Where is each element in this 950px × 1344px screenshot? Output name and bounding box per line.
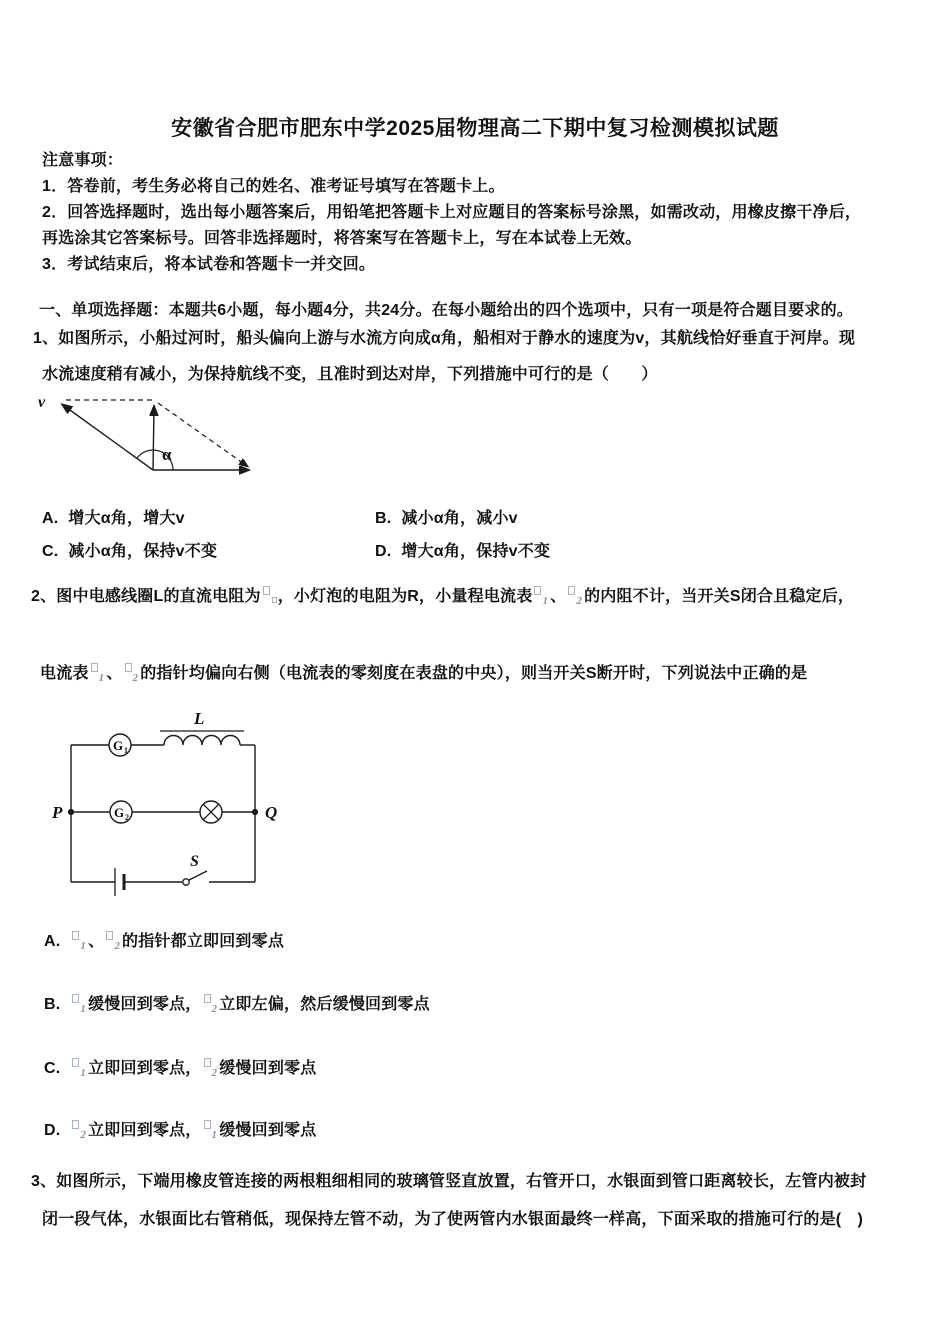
q2-intro2-seg3: 的指针均偏向右侧（电流表的零刻度在表盘的中央），则当开关S断开时，下列说法中正确的是 bbox=[140, 665, 808, 682]
tofu-subscript-box-icon bbox=[272, 597, 277, 603]
tofu-box-icon bbox=[72, 931, 79, 940]
ammeter1-placeholder bbox=[89, 665, 107, 682]
placeholder-subscript: 2 bbox=[114, 940, 121, 952]
resultant-velocity-arrow bbox=[153, 407, 154, 470]
q-label: Q bbox=[265, 803, 278, 822]
tofu-box-icon bbox=[204, 1120, 211, 1129]
notice-item-3: 3．考试结束后，将本试卷和答题卡一并交回。 bbox=[42, 256, 376, 273]
q2-text-line2 bbox=[40, 660, 807, 683]
ammeter2-placeholder bbox=[70, 1122, 88, 1139]
q2-intro2-seg2: 、 bbox=[106, 665, 123, 682]
q2-option-c bbox=[44, 1055, 316, 1078]
g1-subscript: 1 bbox=[124, 746, 128, 755]
q2-option-a-seg2: 的指针都立即回到零点 bbox=[122, 933, 285, 950]
notice-heading: 注意事项： bbox=[42, 152, 124, 169]
q2-intro-seg3: 、 bbox=[550, 588, 567, 605]
q2-option-c-seg1: 立即回到零点， bbox=[88, 1060, 202, 1077]
tofu-box-icon bbox=[106, 931, 113, 940]
ammeter2-subscript: 2 bbox=[576, 595, 583, 607]
inductor-label: L bbox=[194, 709, 205, 728]
river-crossing-vector-diagram bbox=[28, 390, 278, 490]
notice-item-1: 1．答卷前，考生务必将自己的姓名、准考证号填写在答题卡上。 bbox=[42, 178, 505, 195]
placeholder-subscript: 1 bbox=[211, 1129, 218, 1141]
tofu-box-icon bbox=[125, 663, 132, 672]
placeholder-subscript: 1 bbox=[80, 1067, 87, 1079]
q2-option-c-seg2: 缓慢回到零点 bbox=[219, 1060, 317, 1077]
q2-text-line1 bbox=[31, 583, 854, 606]
q2-option-b bbox=[44, 991, 430, 1014]
p-label: P bbox=[52, 803, 63, 822]
tofu-box-icon bbox=[568, 586, 575, 595]
q2-intro2-seg1: 电流表 bbox=[40, 665, 89, 682]
q3-text-line1: 3、如图所示，下端用橡皮管连接的两根粗细相同的玻璃管竖直放置，右管开口，水银面到管口距离较长，左管内被封 bbox=[31, 1173, 867, 1190]
switch-lever bbox=[189, 871, 207, 880]
q2-option-d-seg2: 缓慢回到零点 bbox=[219, 1122, 317, 1139]
q1-option-a-label: A. bbox=[42, 510, 59, 527]
tofu-box-icon bbox=[263, 586, 270, 595]
tofu-box-icon bbox=[72, 1120, 79, 1129]
q2-option-a-seg1: 、 bbox=[88, 933, 105, 950]
q1-option-d-text: 增大α角，保持v不变 bbox=[401, 543, 551, 560]
q2-option-d bbox=[44, 1117, 316, 1140]
q1-option-c bbox=[42, 538, 217, 561]
q1-option-d bbox=[375, 538, 550, 561]
tofu-box-icon bbox=[91, 663, 98, 672]
q1-option-b-text: 减小α角，减小v bbox=[401, 510, 518, 527]
ammeter2-placeholder bbox=[566, 588, 584, 605]
g2-label: G bbox=[114, 805, 125, 820]
q1-option-a-text: 增大α角，增大v bbox=[68, 510, 185, 527]
ammeter2-placeholder bbox=[104, 933, 122, 950]
ammeter1-subscript: 1 bbox=[98, 672, 105, 684]
tofu-box-icon bbox=[72, 1058, 79, 1067]
ammeter1-placeholder bbox=[532, 588, 550, 605]
q1-option-c-label: C. bbox=[42, 543, 59, 560]
q2-option-a-label: A. bbox=[44, 933, 61, 950]
inductor-lamp-circuit-diagram bbox=[46, 702, 286, 907]
q3-text-line2: 闭一段气体，水银面比右管稍低，现保持左管不动，为了使两管内水银面最终一样高，下面采取的措施可行的是( ) bbox=[42, 1211, 864, 1228]
q2-option-b-label: B. bbox=[44, 996, 61, 1013]
tofu-box-icon bbox=[72, 994, 79, 1003]
q1-option-b bbox=[375, 505, 518, 528]
ammeter2-placeholder bbox=[202, 1060, 220, 1077]
ammeter2-placeholder bbox=[123, 665, 141, 682]
g2-subscript: 2 bbox=[125, 813, 129, 822]
q2-option-d-label: D. bbox=[44, 1122, 61, 1139]
ammeter1-placeholder bbox=[70, 996, 88, 1013]
q1-option-d-label: D. bbox=[375, 543, 392, 560]
placeholder-subscript: 2 bbox=[211, 1003, 218, 1015]
v-label: v bbox=[38, 394, 46, 411]
notice-item-2-line2: 再选涂其它答案标号。回答非选择题时，将答案写在答题卡上，写在本试卷上无效。 bbox=[42, 230, 642, 247]
ammeter2-placeholder bbox=[202, 996, 220, 1013]
switch-label: S bbox=[190, 853, 199, 870]
missing-formula-placeholder bbox=[261, 588, 278, 605]
placeholder-subscript: 2 bbox=[211, 1067, 218, 1079]
q2-intro-seg4: 的内阻不计，当开关S闭合且稳定后， bbox=[584, 588, 855, 605]
ammeter1-placeholder bbox=[70, 933, 88, 950]
q1-option-a bbox=[42, 505, 185, 528]
placeholder-subscript: 2 bbox=[80, 1129, 87, 1141]
q1-option-c-text: 减小α角，保持v不变 bbox=[68, 543, 218, 560]
q2-intro-seg2: ，小灯泡的电阻为R，小量程电流表 bbox=[277, 588, 533, 605]
g1-label: G bbox=[113, 738, 124, 753]
inductor-coil bbox=[164, 736, 240, 746]
tofu-box-icon bbox=[204, 994, 211, 1003]
section1-heading: 一、单项选择题：本题共6小题，每小题4分，共24分。在每小题给出的四个选项中，只有一项是符合题目要求的。 bbox=[39, 302, 853, 319]
q1-option-b-label: B. bbox=[375, 510, 392, 527]
ammeter1-placeholder bbox=[70, 1060, 88, 1077]
placeholder-subscript: 1 bbox=[80, 1003, 87, 1015]
boat-velocity-arrow bbox=[63, 405, 153, 470]
placeholder-subscript: 1 bbox=[80, 940, 87, 952]
q2-option-c-label: C. bbox=[44, 1060, 61, 1077]
q2-option-b-seg1: 缓慢回到零点， bbox=[88, 996, 202, 1013]
tofu-box-icon bbox=[534, 586, 541, 595]
q1-text-line1: 1、如图所示，小船过河时，船头偏向上游与水流方向成α角，船相对于静水的速度为v，其航线恰好垂直于河岸。现 bbox=[33, 330, 856, 347]
node-q-dot bbox=[252, 809, 257, 814]
q1-text-line2: 水流速度稍有减小，为保持航线不变，且准时到达对岸，下列措施中可行的是（ ） bbox=[42, 366, 658, 383]
alpha-label: α bbox=[162, 445, 172, 464]
q2-option-d-seg1: 立即回到零点， bbox=[88, 1122, 202, 1139]
switch-pivot bbox=[183, 879, 189, 885]
ammeter2-subscript: 2 bbox=[132, 672, 139, 684]
q2-intro-seg1: 2、图中电感线圈L的直流电阻为 bbox=[31, 588, 261, 605]
ammeter1-placeholder bbox=[202, 1122, 220, 1139]
notice-item-2-line1: 2．回答选择题时，选出每小题答案后，用铅笔把答题卡上对应题目的答案标号涂黑，如需改动，用橡皮擦干净后， bbox=[42, 204, 862, 221]
tofu-box-icon bbox=[204, 1058, 211, 1067]
ammeter1-subscript: 1 bbox=[542, 595, 549, 607]
q2-option-b-seg2: 立即左偏，然后缓慢回到零点 bbox=[219, 996, 430, 1013]
q2-option-a bbox=[44, 928, 284, 951]
page-title: 安徽省合肥市肥东中学2025届物理高二下期中复习检测模拟试题 bbox=[171, 117, 779, 140]
